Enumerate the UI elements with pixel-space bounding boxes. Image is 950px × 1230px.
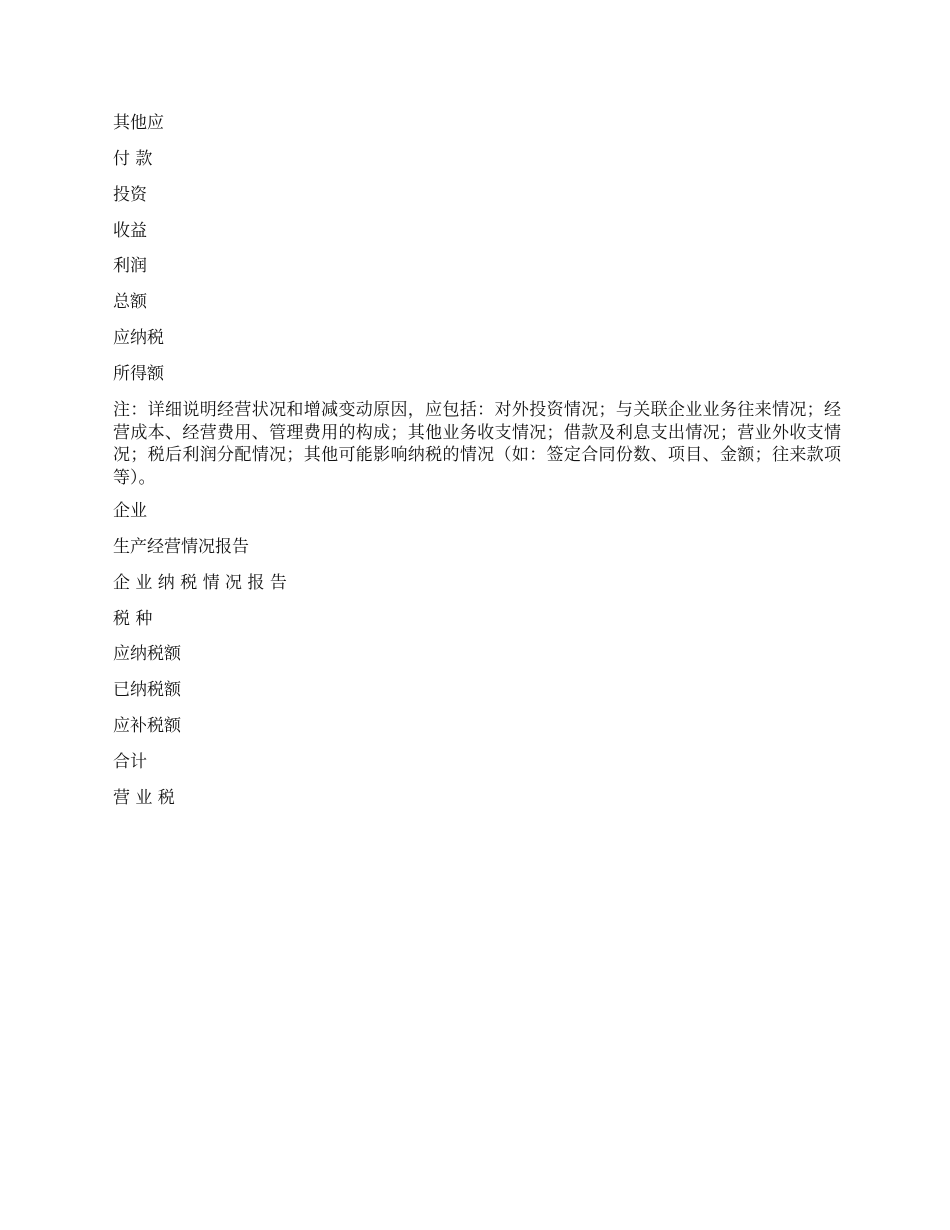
text-line-other-payables-2: 付 款 [113, 149, 153, 169]
text-line-tax-report: 企 业 纳 税 情 况 报 告 [113, 573, 287, 593]
text-line-tax-due: 应补税额 [113, 716, 181, 736]
text-line-investment: 投资 [113, 185, 147, 205]
text-line-tax-paid: 已纳税额 [113, 680, 181, 700]
note-paragraph: 注：详细说明经营状况和增减变动原因，应包括：对外投资情况；与关联企业业务往来情况；经营成本、经营费用、管理费用的构成；其他业务收支情况；借款及利息支出情况；营业外收支情况；税后利润分配情况；其他可能影响纳税的情况（如：签定合同份数、项目、金额；往来款项等）。 [113, 400, 841, 488]
text-line-profit: 利润 [113, 256, 147, 276]
text-line-tax-type: 税 种 [113, 609, 153, 629]
text-line-income: 收益 [113, 221, 147, 241]
text-line-total: 总额 [113, 292, 147, 312]
text-line-total-sum: 合计 [113, 752, 147, 772]
text-line-tax-payable: 应纳税额 [113, 644, 181, 664]
text-line-enterprise: 企业 [113, 501, 147, 521]
text-line-taxable: 应纳税 [113, 328, 164, 348]
text-line-other-payables-1: 其他应 [113, 113, 164, 133]
text-line-business-tax: 营 业 税 [113, 788, 175, 808]
text-line-income-amount: 所得额 [113, 364, 164, 384]
text-line-operations-report: 生产经营情况报告 [113, 537, 249, 557]
